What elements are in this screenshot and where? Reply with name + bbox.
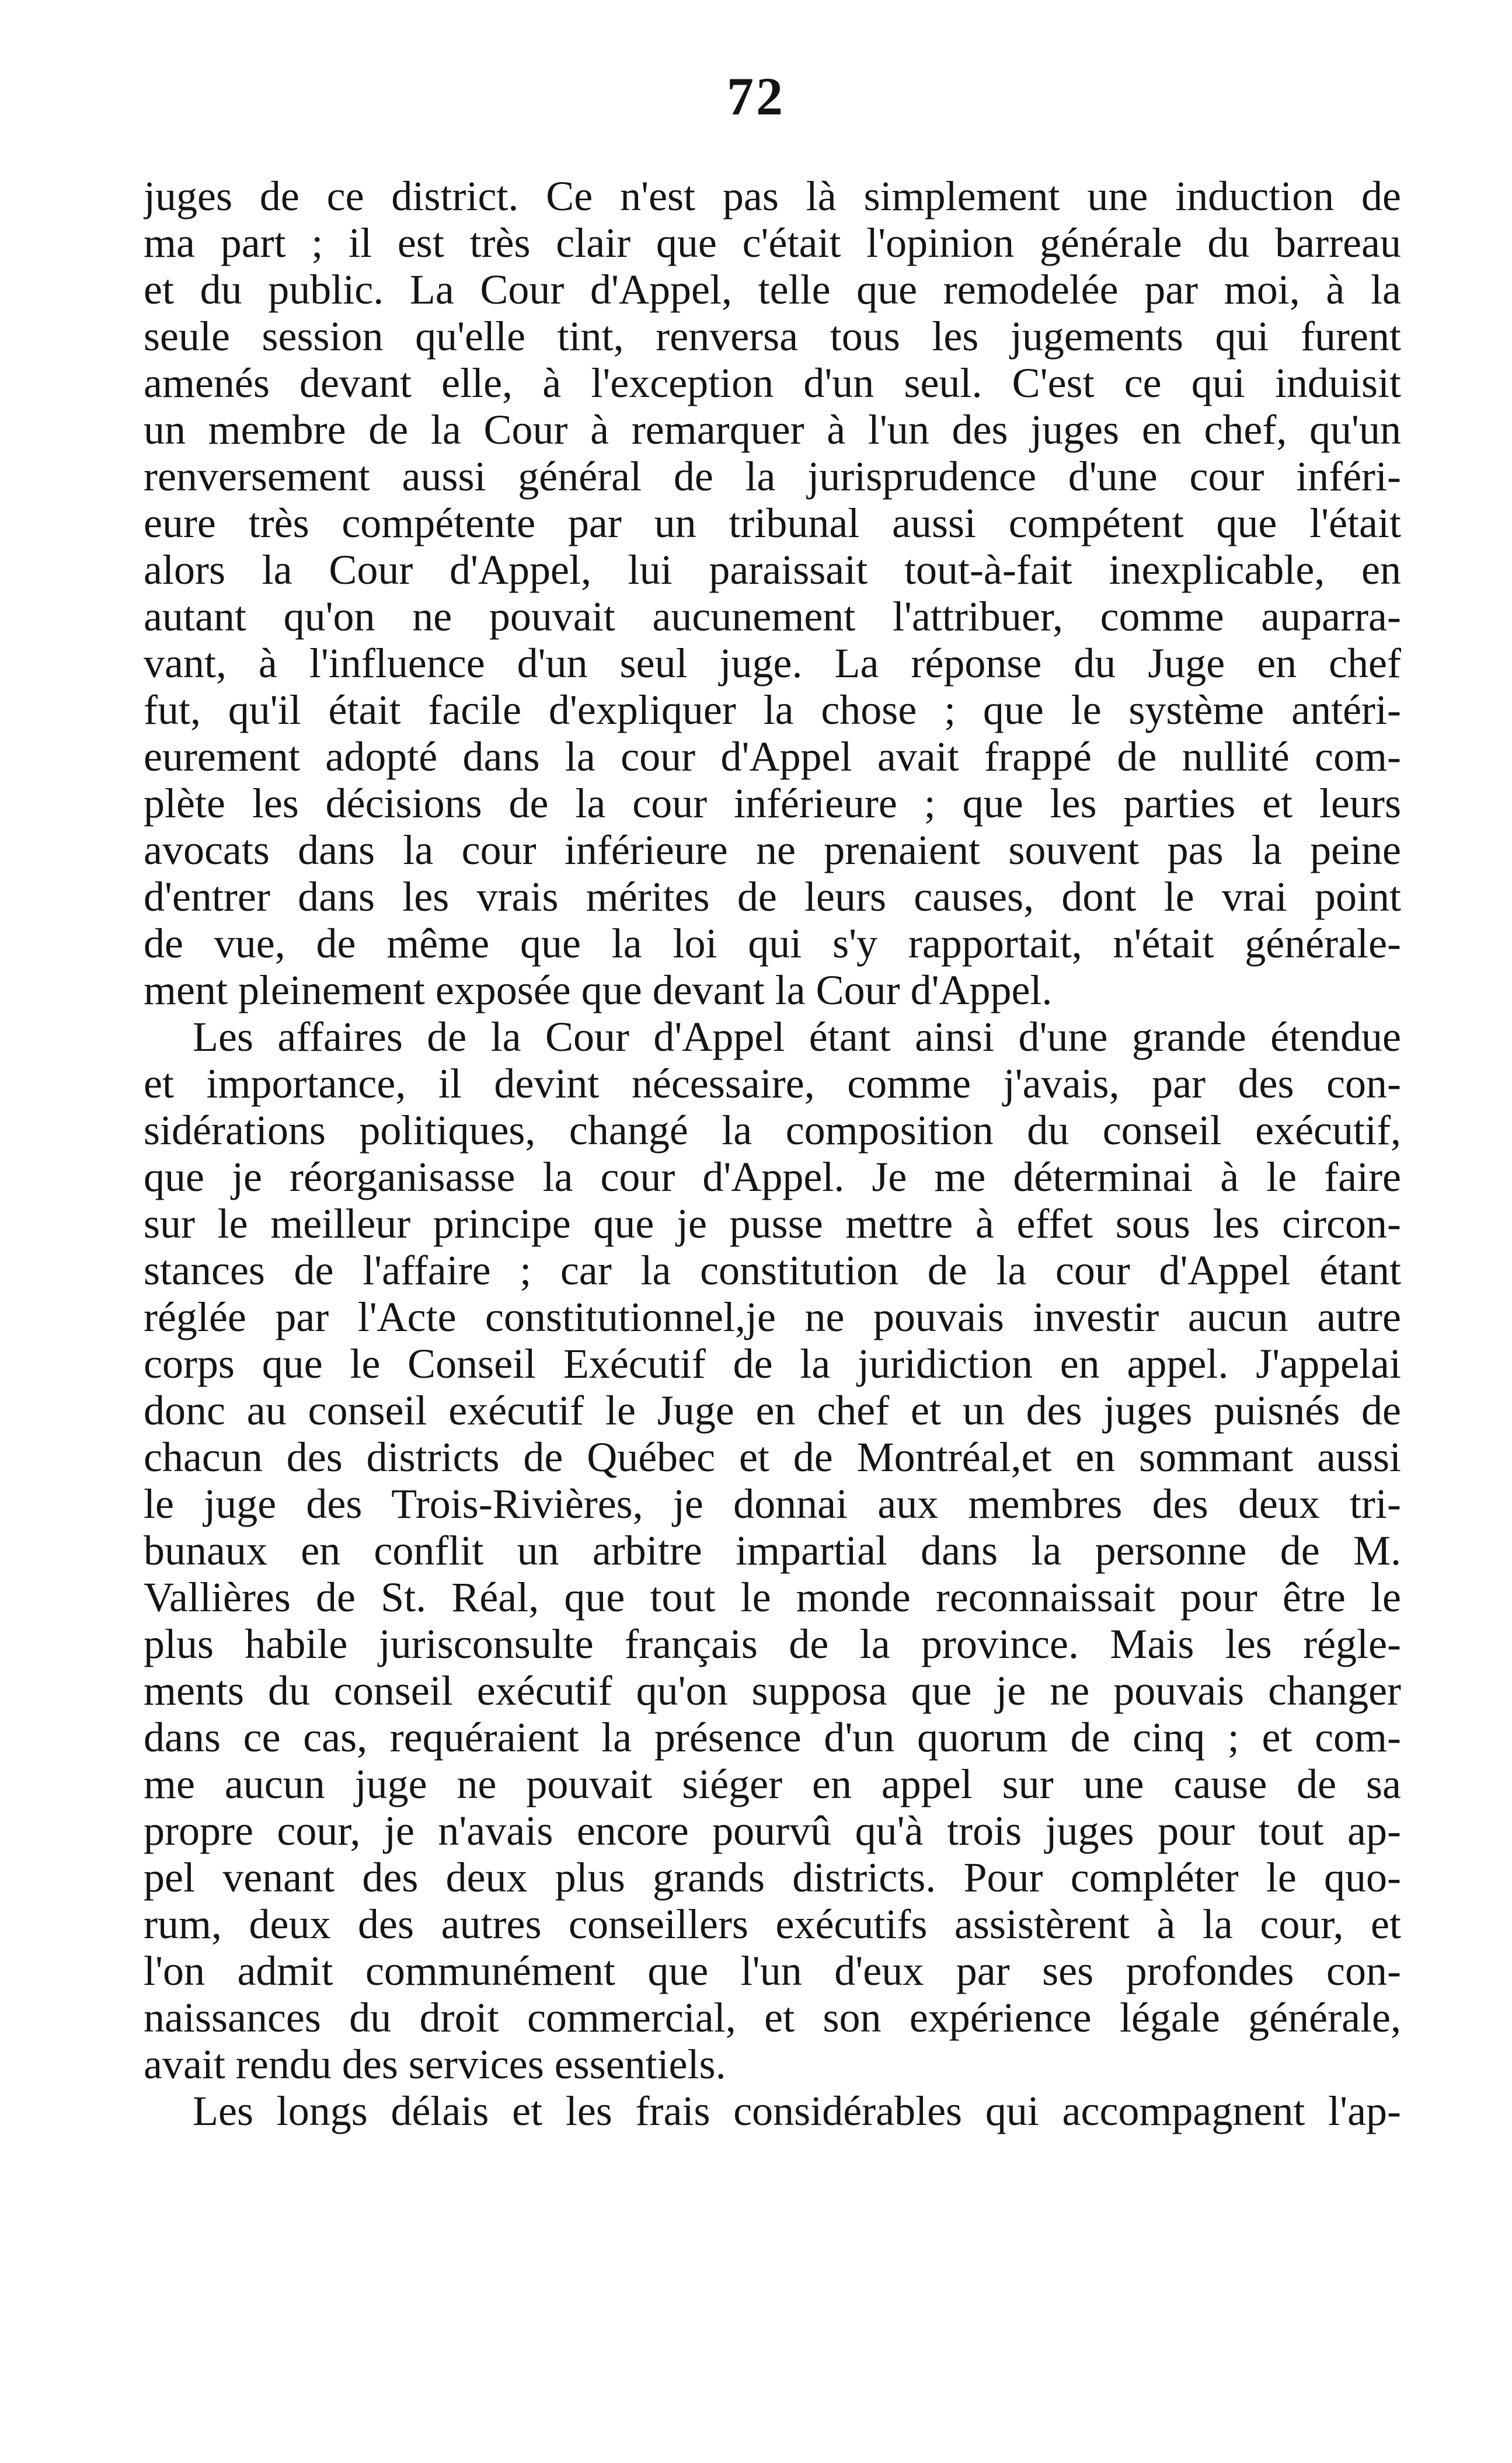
text-line: eure très compétente par un tribunal aussi compétent que l'était (144, 500, 1401, 546)
text-line: eurement adopté dans la cour d'Appel avait frappé de nullité com- (144, 733, 1401, 780)
text-line: juges de ce district. Ce n'est pas là simplement une induction de (144, 173, 1401, 220)
text-line: un membre de la Cour à remarquer à l'un des juges en chef, qu'un (144, 406, 1401, 453)
text-line: le juge des Trois-Rivières, je donnai aux membres des deux tri- (144, 1480, 1401, 1527)
text-line: d'entrer dans les vrais mérites de leurs causes, dont le vrai point (144, 873, 1401, 920)
text-line: seule session qu'elle tint, renversa tous les jugements qui furent (144, 313, 1401, 360)
text-line: réglée par l'Acte constitutionnel,je ne pouvais investir aucun autre (144, 1294, 1401, 1340)
text-line: me aucun juge ne pouvait siéger en appel sur une cause de sa (144, 1761, 1401, 1807)
text-line: dans ce cas, requéraient la présence d'un quorum de cinq ; et com- (144, 1714, 1401, 1761)
text-line: alors la Cour d'Appel, lui paraissait tout-à-fait inexplicable, en (144, 546, 1401, 593)
text-line: autant qu'on ne pouvait aucunement l'attribuer, comme auparra- (144, 593, 1401, 640)
text-line: amenés devant elle, à l'exception d'un seul. C'est ce qui induisit (144, 360, 1401, 406)
text-line: sidérations politiques, changé la composition du conseil exécutif, (144, 1107, 1401, 1154)
text-line: avocats dans la cour inférieure ne prenaient souvent pas la peine (144, 827, 1401, 873)
text-line: vant, à l'influence d'un seul juge. La réponse du Juge en chef (144, 640, 1401, 687)
text-line: plus habile jurisconsulte français de la province. Mais les régle- (144, 1621, 1401, 1667)
text-line: fut, qu'il était facile d'expliquer la chose ; que le système antéri- (144, 687, 1401, 733)
text-line: bunaux en conflit un arbitre impartial dans la personne de M. (144, 1527, 1401, 1574)
text-line: que je réorganisasse la cour d'Appel. Je me déterminai à le faire (144, 1154, 1401, 1200)
text-line: et importance, il devint nécessaire, comme j'avais, par des con- (144, 1060, 1401, 1107)
text-line: de vue, de même que la loi qui s'y rapportait, n'était générale- (144, 920, 1401, 967)
paragraph-end-line: avait rendu des services essentiels. (144, 2041, 726, 2088)
text-line: rum, deux des autres conseillers exécutifs assistèrent à la cour, et (144, 1901, 1401, 1948)
paragraph-end-line: ment pleinement exposée que devant la Cour d'Appel. (144, 967, 1053, 1013)
text-line: stances de l'affaire ; car la constitution de la cour d'Appel étant (144, 1247, 1401, 1294)
text-line: propre cour, je n'avais encore pourvû qu'à trois juges pour tout ap- (144, 1807, 1401, 1854)
page-number: 72 (727, 67, 785, 126)
text-line: donc au conseil exécutif le Juge en chef et un des juges puisnés de (144, 1387, 1401, 1434)
text-line: et du public. La Cour d'Appel, telle que remodelée par moi, à la (144, 266, 1401, 313)
text-line: chacun des districts de Québec et de Montréal,et en sommant aussi (144, 1434, 1401, 1480)
text-line: naissances du droit commercial, et son expérience légale générale, (144, 1994, 1401, 2041)
text-line: renversement aussi général de la jurisprudence d'une cour inféri- (144, 453, 1401, 500)
body-text (144, 173, 1401, 2134)
paragraph-first-line: Les affaires de la Cour d'Appel étant ainsi d'une grande étendue (193, 1013, 1401, 1060)
text-line: ma part ; il est très clair que c'était l'opinion générale du barreau (144, 220, 1401, 266)
text-line: ments du conseil exécutif qu'on supposa que je ne pouvais changer (144, 1667, 1401, 1714)
text-line: l'on admit communément que l'un d'eux par ses profondes con- (144, 1948, 1401, 1994)
text-line: pel venant des deux plus grands districts. Pour compléter le quo- (144, 1854, 1401, 1901)
text-line: corps que le Conseil Exécutif de la juridiction en appel. J'appelai (144, 1340, 1401, 1387)
text-line: plète les décisions de la cour inférieure ; que les parties et leurs (144, 780, 1401, 827)
paragraph-first-line: Les longs délais et les frais considérables qui accompagnent l'ap- (193, 2088, 1401, 2134)
text-line: Vallières de St. Réal, que tout le monde reconnaissait pour être le (144, 1574, 1401, 1621)
text-line: sur le meilleur principe que je pusse mettre à effet sous les circon- (144, 1200, 1401, 1247)
